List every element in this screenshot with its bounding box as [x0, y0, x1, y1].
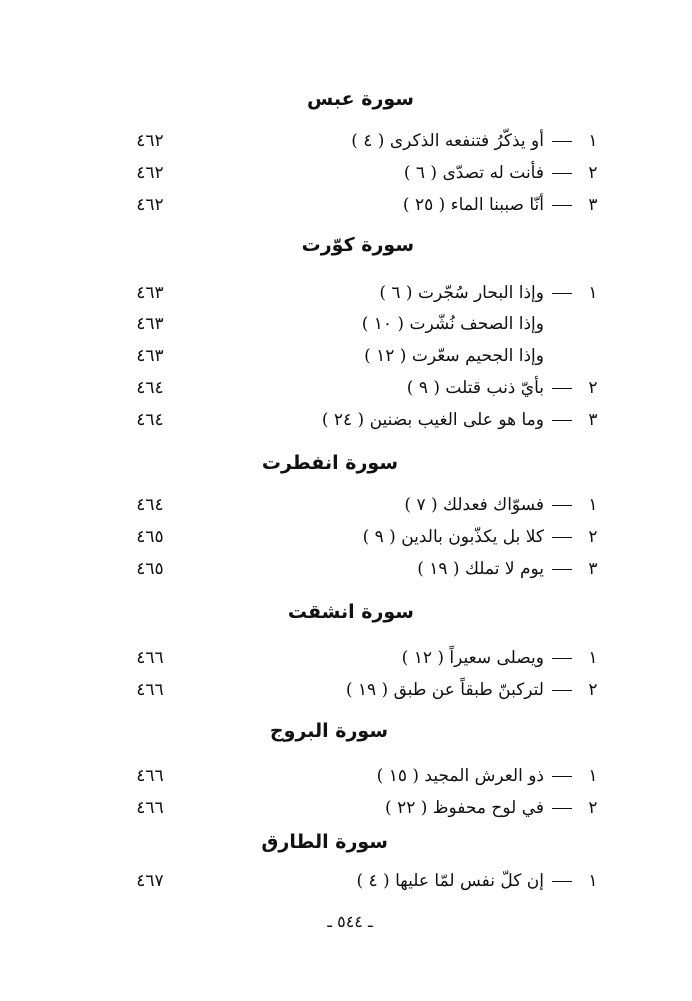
index-entry — [0, 554, 692, 584]
entry-dash — [552, 690, 572, 691]
entry-number: ١ — [588, 871, 598, 891]
verse-text: وما هو على الغيب بضنين ( ٢٤ ) — [321, 410, 544, 430]
entry-dash — [552, 808, 572, 809]
entry-dash — [552, 776, 572, 777]
entry-number: ١ — [588, 131, 598, 151]
entry-number: ٢ — [588, 163, 598, 183]
entry-dash — [552, 569, 572, 570]
page-number: ٤٦٣ — [136, 314, 164, 334]
verse-text: لتركبنّ طبقاً عن طبق ( ١٩ ) — [345, 680, 544, 700]
surah-title: سورة البروج — [269, 720, 388, 742]
verse-text: بأيّ ذنب قتلت ( ٩ ) — [406, 378, 544, 398]
surah-title: سورة كوّرت — [301, 234, 414, 256]
entry-dash — [552, 173, 572, 174]
index-entry — [0, 278, 692, 308]
verse-text: ذو العرش المجيد ( ١٥ ) — [376, 766, 544, 786]
index-entry — [0, 190, 692, 220]
index-entry — [0, 866, 692, 896]
verse-text: وإذا الصحف نُشّرت ( ١٠ ) — [361, 314, 544, 334]
page-number: ٤٦٤ — [136, 410, 164, 430]
page-footer-number: ـ ٥٤٤ ـ — [327, 912, 373, 931]
entry-dash — [552, 537, 572, 538]
entry-dash — [552, 293, 572, 294]
index-entry — [0, 675, 692, 705]
entry-dash — [552, 881, 572, 882]
page-number: ٤٦٣ — [136, 346, 164, 366]
page-number: ٤٦٦ — [136, 766, 164, 786]
entry-dash — [552, 388, 572, 389]
index-entry — [0, 793, 692, 823]
page-number: ٤٦٢ — [136, 163, 164, 183]
verse-text: أو يذكّرُ فتنفعه الذكرى ( ٤ ) — [351, 131, 544, 151]
entry-dash — [552, 205, 572, 206]
entry-number: ١ — [588, 283, 598, 303]
entry-number: ٣ — [588, 410, 598, 430]
surah-title: سورة الطارق — [261, 831, 388, 853]
index-entry — [0, 341, 692, 371]
index-entry — [0, 643, 692, 673]
index-entry — [0, 126, 692, 156]
verse-text: كلا بل يكذّبون بالدين ( ٩ ) — [362, 527, 544, 547]
index-entry — [0, 761, 692, 791]
verse-text: ويصلى سعيراً ( ١٢ ) — [401, 648, 544, 668]
verse-text: أنّا صببنا الماء ( ٢٥ ) — [402, 195, 544, 215]
entry-number: ٢ — [588, 378, 598, 398]
verse-text: فسوّاك فعدلك ( ٧ ) — [404, 495, 544, 515]
page-number: ٤٦٥ — [136, 559, 164, 579]
page-number: ٤٦٢ — [136, 195, 164, 215]
page-number: ٤٦٦ — [136, 680, 164, 700]
entry-number: ٣ — [588, 195, 598, 215]
index-entry — [0, 373, 692, 403]
surah-title: سورة عبس — [307, 88, 414, 110]
page-number: ٤٦٤ — [136, 378, 164, 398]
page-number: ٤٦٧ — [136, 871, 164, 891]
verse-text: وإذا الجحيم سعّرت ( ١٢ ) — [364, 346, 544, 366]
entry-dash — [552, 420, 572, 421]
verse-text: إن كلّ نفس لمّا عليها ( ٤ ) — [356, 871, 544, 891]
entry-dash — [552, 505, 572, 506]
verse-text: فأنت له تصدّى ( ٦ ) — [403, 163, 544, 183]
entry-dash — [552, 141, 572, 142]
entry-number: ١ — [588, 766, 598, 786]
entry-number: ١ — [588, 648, 598, 668]
surah-title: سورة انشقت — [287, 601, 414, 623]
entry-number: ٢ — [588, 527, 598, 547]
index-entry — [0, 309, 692, 339]
entry-dash — [552, 658, 572, 659]
verse-text: وإذا البحار سُجّرت ( ٦ ) — [379, 283, 544, 303]
page-number: ٤٦٣ — [136, 283, 164, 303]
entry-number: ٢ — [588, 680, 598, 700]
index-entry — [0, 158, 692, 188]
index-entry — [0, 490, 692, 520]
page-number: ٤٦٥ — [136, 527, 164, 547]
index-entry — [0, 405, 692, 435]
index-entry — [0, 522, 692, 552]
entry-number: ٢ — [588, 798, 598, 818]
entry-number: ١ — [588, 495, 598, 515]
verse-text: في لوح محفوظ ( ٢٢ ) — [385, 798, 544, 818]
surah-title: سورة انفطرت — [261, 452, 398, 474]
verse-text: يوم لا تملك ( ١٩ ) — [417, 559, 544, 579]
page-number: ٤٦٢ — [136, 131, 164, 151]
page-number: ٤٦٦ — [136, 798, 164, 818]
page-number: ٤٦٦ — [136, 648, 164, 668]
page-number: ٤٦٤ — [136, 495, 164, 515]
entry-number: ٣ — [588, 559, 598, 579]
